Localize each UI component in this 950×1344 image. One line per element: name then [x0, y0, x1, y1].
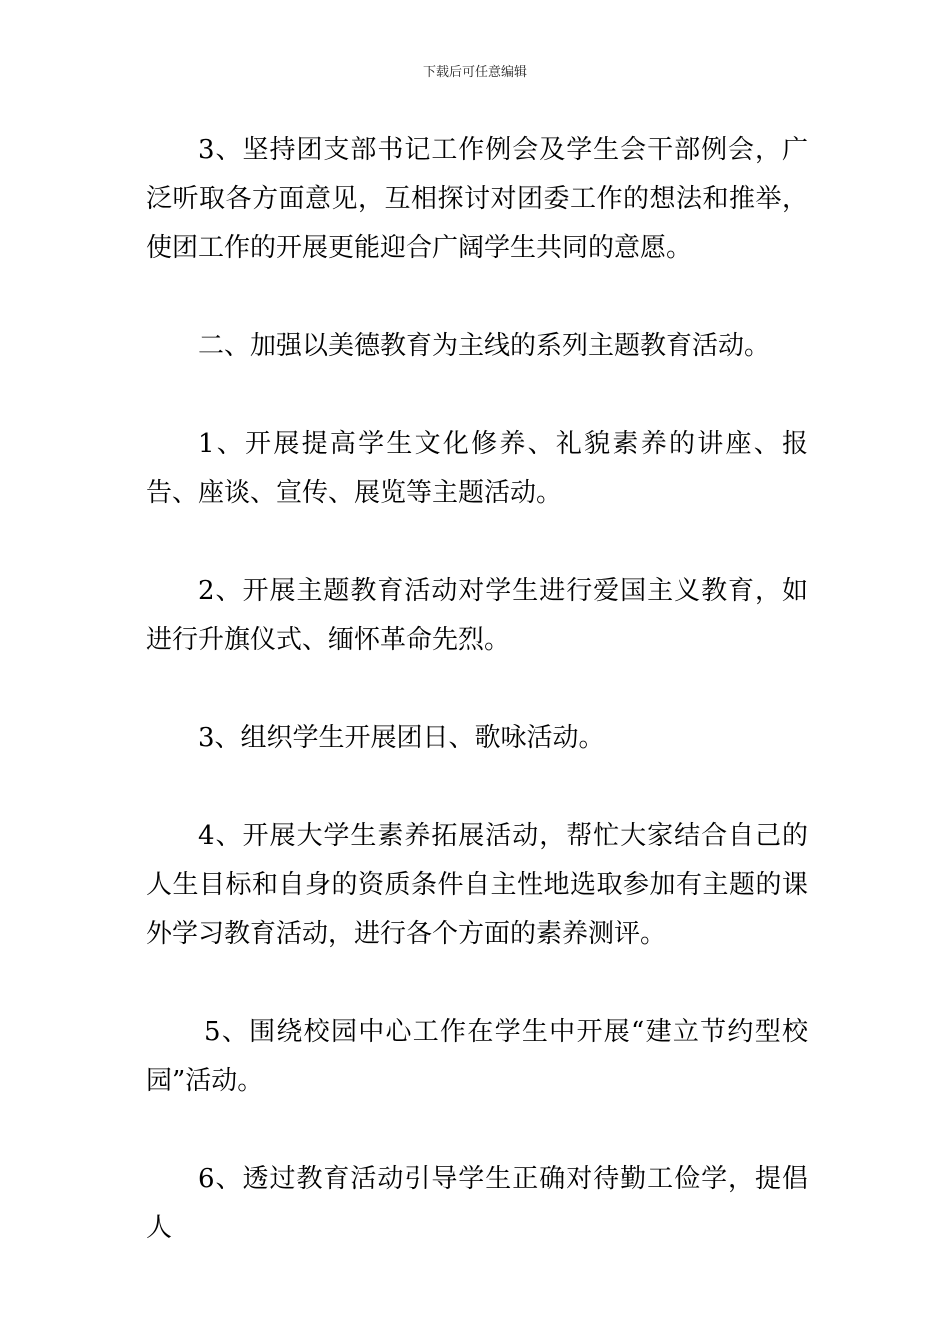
- paragraph-1: 3、坚持团支部书记工作例会及学生会干部例会，广泛听取各方面意见，互相探讨对团委工作的想法和推举，使团工作的开展更能迎合广阔学生共同的意愿。: [146, 135, 808, 263]
- paragraph-4: 3、组织学生开展团日、歌咏活动。: [198, 723, 605, 753]
- section-heading: 二、加强以美德教育为主线的系列主题教育活动。: [198, 331, 771, 361]
- paragraph-5: 4、开展大学生素养拓展活动，帮忙大家结合自己的人生目标和自身的资质条件自主性地选取参加有主题的课外学习教育活动，进行各个方面的素养测评。: [146, 821, 808, 949]
- paragraph-2: 1、开展提高学生文化修养、礼貌素养的讲座、报告、座谈、宣传、展览等主题活动。: [146, 429, 808, 508]
- paragraph-7: 6、透过教育活动引导学生正确对待勤工俭学，提倡人: [146, 1164, 808, 1243]
- page-header: 下载后可任意编辑: [422, 65, 527, 80]
- paragraph-3: 2、开展主题教育活动对学生进行爱国主义教育，如进行升旗仪式、缅怀革命先烈。: [146, 576, 808, 655]
- paragraph-6: 5、围绕校园中心工作在学生中开展“建立节约型校园”活动。: [146, 1017, 808, 1096]
- document-body: [146, 126, 808, 1253]
